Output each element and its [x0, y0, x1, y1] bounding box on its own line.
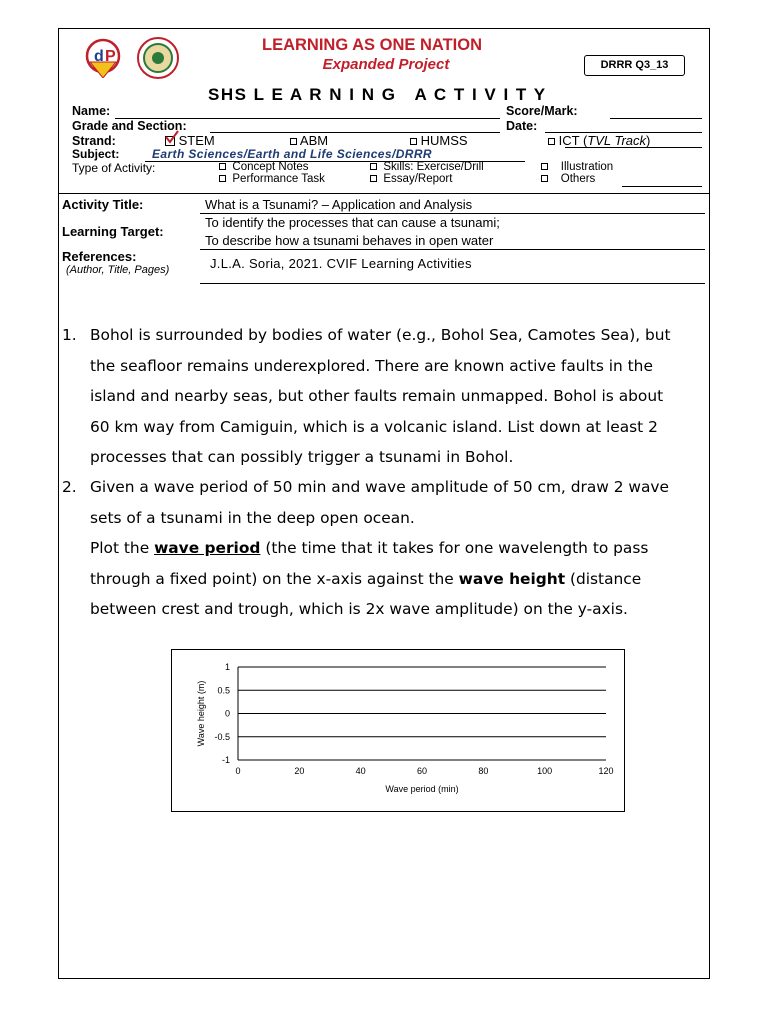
- activity-title-value: What is a Tsunami? – Application and Analysis: [205, 197, 473, 212]
- subject-value: Earth Sciences/Earth and Life Sciences/DRRR: [152, 147, 432, 161]
- y-tick-label: -0.5: [214, 731, 230, 742]
- q2-instruction-2: [90, 564, 705, 595]
- divider-refs: [200, 283, 705, 284]
- q1-line: Bohol is surrounded by bodies of water (e.g., Bohol Sea, Camotes Sea), but: [90, 326, 671, 344]
- humss-label: HUMSS: [420, 133, 468, 148]
- type-illustration[interactable]: [541, 161, 613, 173]
- check-icon: [165, 130, 179, 144]
- references-label: References:: [62, 249, 137, 264]
- ict-prefix: ICT (: [558, 133, 588, 148]
- q1-line: processes that can possibly trigger a tsunami in Bohol.: [90, 448, 514, 466]
- q2-text: Plot the: [90, 539, 155, 557]
- ict-suffix: ): [646, 133, 651, 148]
- others-checkbox[interactable]: [541, 175, 548, 182]
- q2-text: (distance: [565, 569, 642, 588]
- date-label: Date:: [506, 119, 538, 133]
- others-label: Others: [560, 173, 596, 185]
- q2-line: sets of a tsunami in the deep open ocean.: [90, 508, 415, 527]
- humss-checkbox[interactable]: [410, 138, 417, 145]
- abm-checkbox[interactable]: [290, 138, 297, 145]
- seal-logo: [136, 36, 180, 80]
- x-axis-label: Wave period (min): [385, 784, 459, 794]
- activity-title-label: Activity Title:: [62, 197, 144, 212]
- performance-label: Performance Task: [232, 173, 325, 185]
- score-label: Score/Mark:: [506, 104, 578, 118]
- type-essay[interactable]: [370, 173, 452, 185]
- stem-label: STEM: [178, 133, 215, 148]
- wave-period-term: wave period: [154, 539, 261, 557]
- question-2-text: [90, 472, 705, 625]
- type-others[interactable]: [541, 173, 595, 185]
- others-line: [622, 186, 702, 187]
- illustration-label: Illustration: [560, 161, 614, 173]
- ict-track: TVL Track: [587, 133, 647, 148]
- x-tick-label: 60: [416, 766, 428, 776]
- concept-checkbox[interactable]: [219, 163, 226, 170]
- x-tick-label: 80: [478, 766, 489, 776]
- y-tick-label: 0: [224, 708, 230, 719]
- name-label: Name:: [72, 104, 111, 118]
- strand-stem[interactable]: [165, 133, 215, 148]
- q1-line: 60 km way from Camiguin, which is a volcanic island. List down at least 2: [90, 417, 658, 436]
- ict-checkbox[interactable]: [548, 138, 555, 145]
- type-concept[interactable]: [219, 161, 308, 173]
- chart-frame: [171, 649, 625, 812]
- skills-label: Skills: Exercise/Drill: [383, 161, 484, 173]
- divider-title: [200, 213, 705, 214]
- svg-text:d: d: [94, 48, 104, 65]
- code-label: DRRR Q3_13: [600, 59, 669, 71]
- performance-checkbox[interactable]: [219, 175, 226, 182]
- x-tick-label: 20: [294, 766, 305, 776]
- y-axis-label: Wave height (m): [196, 680, 206, 747]
- q2-line: Given a wave period of 50 min and wave amplitude of 50 cm, draw 2 wave: [90, 478, 670, 496]
- strand-label: Strand:: [72, 134, 116, 148]
- question-1-number: 1.: [62, 326, 77, 344]
- q2-text: (the time that it takes for one wavelength to pass: [260, 539, 649, 557]
- learning-target-line1: To identify the processes that can cause a tsunami;: [205, 215, 500, 230]
- q2-instruction: [90, 533, 705, 564]
- type-skills[interactable]: [370, 161, 484, 173]
- y-tick-label: 1: [224, 662, 230, 672]
- strand-ict[interactable]: [548, 133, 650, 148]
- references-value: J.L.A. Soria, 2021. CVIF Learning Activities: [210, 256, 472, 271]
- x-tick-label: 120: [598, 766, 614, 776]
- q2-text: through a fixed point) on the x-axis against the: [90, 569, 459, 588]
- y-tick-label: -1: [221, 755, 230, 765]
- question-2-number: 2.: [62, 478, 77, 496]
- learning-target-label: Learning Target:: [62, 224, 164, 239]
- illustration-checkbox[interactable]: [541, 163, 548, 170]
- divider-target: [200, 249, 705, 250]
- q1-line: island and nearby seas, but other faults remain unmapped. Bohol is about: [90, 387, 664, 405]
- learning-target-line2: To describe how a tsunami behaves in open water: [205, 233, 494, 248]
- y-tick-label: 0.5: [217, 685, 230, 696]
- essay-label: Essay/Report: [383, 173, 453, 185]
- x-tick-label: 0: [235, 766, 241, 776]
- type-label: Type of Activity:: [72, 161, 156, 175]
- wave-chart[interactable]: [172, 650, 624, 811]
- wave-height-term: wave height: [458, 569, 566, 588]
- grade-label: Grade and Section:: [72, 119, 187, 133]
- activity-heading: SHS L E A R N I N G A C T I V I T Y: [208, 85, 547, 104]
- x-tick-label: 40: [355, 766, 366, 776]
- deped-logo: [80, 38, 126, 78]
- header-subtitle: Expanded Project: [322, 56, 450, 73]
- q1-line: the seafloor remains underexplored. There are known active faults in the: [90, 356, 653, 375]
- references-sub: (Author, Title, Pages): [66, 264, 170, 276]
- header-title: LEARNING AS ONE NATION: [261, 36, 482, 54]
- strand-humss[interactable]: [410, 133, 468, 148]
- strand-line: [565, 147, 702, 148]
- score-field[interactable]: [610, 118, 702, 119]
- skills-checkbox[interactable]: [370, 163, 377, 170]
- abm-label: ABM: [299, 133, 329, 148]
- essay-checkbox[interactable]: [370, 175, 377, 182]
- code-box: [584, 55, 685, 76]
- x-tick-label: 100: [537, 766, 553, 776]
- question-1-text: [90, 320, 705, 473]
- subject-label: Subject:: [72, 147, 120, 161]
- type-performance[interactable]: [219, 173, 325, 185]
- strand-abm[interactable]: [290, 133, 328, 148]
- q2-line: between crest and trough, which is 2x wave amplitude) on the y-axis.: [90, 600, 628, 618]
- svg-text:P: P: [105, 48, 116, 65]
- concept-label: Concept Notes: [232, 161, 309, 173]
- divider-top: [58, 193, 710, 194]
